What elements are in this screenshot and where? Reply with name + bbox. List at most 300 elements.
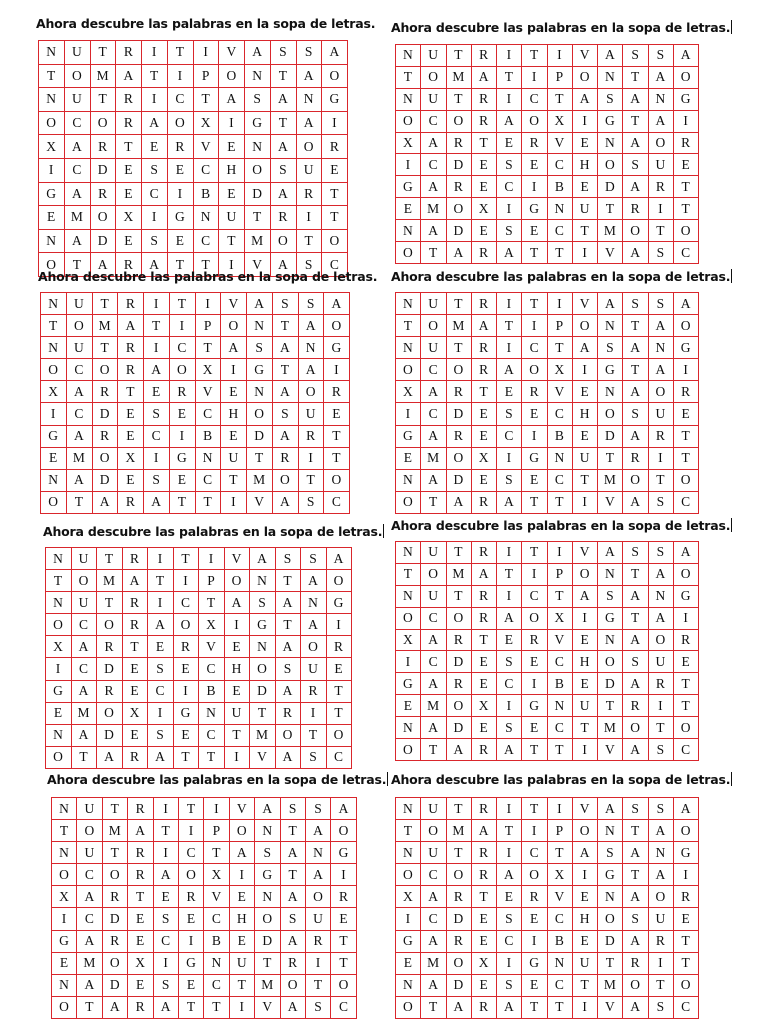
letter-cell: I bbox=[167, 64, 193, 88]
letter-cell: T bbox=[204, 842, 229, 864]
letter-cell: I bbox=[497, 45, 522, 67]
grid-row bbox=[41, 469, 350, 491]
letter-cell: I bbox=[497, 842, 522, 864]
letter-cell: U bbox=[572, 952, 597, 974]
letter-cell: R bbox=[522, 381, 547, 403]
letter-cell: S bbox=[648, 996, 673, 1018]
letter-cell: S bbox=[153, 908, 178, 930]
letter-cell: C bbox=[322, 253, 348, 277]
letter-cell: E bbox=[153, 886, 178, 908]
letter-cell: O bbox=[41, 491, 67, 513]
letter-cell: A bbox=[572, 337, 597, 359]
letter-cell: X bbox=[396, 886, 421, 908]
letter-cell: O bbox=[245, 158, 271, 182]
letter-cell: E bbox=[173, 724, 199, 746]
letter-cell: A bbox=[322, 41, 348, 65]
letter-cell: T bbox=[471, 132, 496, 154]
letter-cell: E bbox=[471, 220, 496, 242]
letter-cell: O bbox=[229, 820, 254, 842]
letter-cell: U bbox=[219, 206, 245, 230]
grid-row bbox=[396, 864, 699, 886]
letter-cell: C bbox=[64, 111, 90, 135]
letter-cell: T bbox=[547, 337, 572, 359]
letter-cell: O bbox=[326, 724, 352, 746]
letter-cell: E bbox=[229, 886, 254, 908]
letter-cell: T bbox=[673, 695, 698, 717]
letter-cell: R bbox=[90, 182, 116, 206]
letter-cell: B bbox=[547, 930, 572, 952]
letter-cell: T bbox=[497, 315, 522, 337]
letter-cell: T bbox=[572, 717, 597, 739]
letter-cell: I bbox=[142, 88, 168, 112]
grid-row bbox=[396, 315, 699, 337]
letter-cell: E bbox=[224, 636, 250, 658]
letter-cell: R bbox=[446, 381, 471, 403]
letter-cell: N bbox=[199, 702, 225, 724]
letter-cell: U bbox=[77, 798, 102, 820]
letter-cell: R bbox=[179, 886, 204, 908]
letter-cell: E bbox=[118, 469, 144, 491]
letter-cell: T bbox=[673, 930, 698, 952]
letter-cell: A bbox=[280, 930, 305, 952]
letter-cell: R bbox=[471, 293, 496, 315]
grid-row bbox=[52, 886, 357, 908]
letter-cell: O bbox=[623, 717, 648, 739]
letter-cell: I bbox=[144, 447, 170, 469]
letter-cell: S bbox=[296, 41, 322, 65]
letter-cell: I bbox=[229, 996, 254, 1018]
letter-cell: E bbox=[52, 952, 77, 974]
letter-cell: A bbox=[623, 930, 648, 952]
letter-cell: N bbox=[255, 820, 280, 842]
letter-cell: E bbox=[128, 930, 153, 952]
letter-cell: A bbox=[623, 425, 648, 447]
letter-cell: R bbox=[673, 381, 698, 403]
letter-cell: A bbox=[270, 253, 296, 277]
letter-cell: O bbox=[396, 607, 421, 629]
letter-cell: R bbox=[446, 930, 471, 952]
letter-cell: A bbox=[421, 381, 446, 403]
letter-cell: I bbox=[296, 206, 322, 230]
letter-cell: T bbox=[275, 570, 301, 592]
letter-cell: T bbox=[195, 337, 221, 359]
letter-cell: M bbox=[598, 974, 623, 996]
letter-cell: I bbox=[648, 447, 673, 469]
letter-cell: D bbox=[446, 974, 471, 996]
letter-cell: V bbox=[219, 41, 245, 65]
letter-cell: T bbox=[421, 739, 446, 761]
letter-cell: A bbox=[77, 930, 102, 952]
letter-cell: T bbox=[623, 820, 648, 842]
letter-cell: I bbox=[144, 337, 170, 359]
letter-cell: G bbox=[396, 673, 421, 695]
letter-cell: C bbox=[66, 403, 92, 425]
letter-cell: T bbox=[522, 293, 547, 315]
letter-cell: N bbox=[648, 585, 673, 607]
letter-cell: N bbox=[46, 592, 72, 614]
letter-cell: U bbox=[301, 658, 327, 680]
letter-cell: O bbox=[648, 886, 673, 908]
grid-row bbox=[396, 952, 699, 974]
letter-cell: U bbox=[64, 41, 90, 65]
grid-row bbox=[41, 337, 350, 359]
letter-cell: A bbox=[66, 469, 92, 491]
letter-cell: A bbox=[623, 491, 648, 513]
letter-cell: N bbox=[41, 469, 67, 491]
letter-cell: A bbox=[224, 592, 250, 614]
letter-cell: D bbox=[446, 403, 471, 425]
letter-cell: C bbox=[547, 717, 572, 739]
letter-cell: D bbox=[250, 680, 276, 702]
letter-cell: T bbox=[97, 548, 123, 570]
letter-cell: M bbox=[247, 469, 273, 491]
letter-cell: I bbox=[39, 158, 65, 182]
letter-cell: X bbox=[41, 381, 67, 403]
letter-cell: I bbox=[522, 673, 547, 695]
letter-cell: C bbox=[64, 158, 90, 182]
letter-cell: U bbox=[572, 695, 597, 717]
letter-cell: T bbox=[270, 64, 296, 88]
letter-cell: D bbox=[446, 154, 471, 176]
letter-cell: A bbox=[116, 64, 142, 88]
letter-cell: T bbox=[221, 469, 247, 491]
letter-cell: C bbox=[547, 220, 572, 242]
letter-cell: A bbox=[144, 359, 170, 381]
letter-cell: T bbox=[396, 563, 421, 585]
grid-row bbox=[396, 176, 699, 198]
grid-row bbox=[396, 88, 699, 110]
letter-cell: E bbox=[118, 425, 144, 447]
letter-cell: O bbox=[66, 315, 92, 337]
letter-cell: O bbox=[52, 864, 77, 886]
letter-cell: A bbox=[497, 242, 522, 264]
letter-cell: E bbox=[39, 206, 65, 230]
grid-row bbox=[39, 229, 348, 253]
letter-cell: O bbox=[224, 570, 250, 592]
letter-cell: I bbox=[331, 864, 357, 886]
letter-cell: G bbox=[52, 930, 77, 952]
letter-cell: T bbox=[673, 425, 698, 447]
letter-cell: I bbox=[572, 491, 597, 513]
letter-cell: C bbox=[522, 842, 547, 864]
letter-cell: N bbox=[396, 293, 421, 315]
letter-cell: T bbox=[204, 996, 229, 1018]
letter-cell: B bbox=[193, 182, 219, 206]
letter-cell: R bbox=[471, 996, 496, 1018]
letter-cell: T bbox=[547, 996, 572, 1018]
letter-cell: V bbox=[221, 293, 247, 315]
letter-cell: I bbox=[153, 842, 178, 864]
letter-cell: I bbox=[572, 242, 597, 264]
letter-cell: N bbox=[547, 198, 572, 220]
letter-cell: C bbox=[497, 425, 522, 447]
letter-cell: P bbox=[204, 820, 229, 842]
letter-cell: T bbox=[522, 542, 547, 564]
instruction-title bbox=[47, 772, 388, 787]
letter-cell: V bbox=[572, 542, 597, 564]
letter-cell: A bbox=[421, 425, 446, 447]
letter-cell: T bbox=[193, 253, 219, 277]
letter-cell: T bbox=[421, 491, 446, 513]
letter-cell: R bbox=[623, 952, 648, 974]
letter-cell: T bbox=[324, 447, 350, 469]
letter-cell: N bbox=[250, 570, 276, 592]
letter-cell: R bbox=[122, 592, 148, 614]
letter-cell: E bbox=[572, 629, 597, 651]
grid-row bbox=[46, 746, 352, 768]
letter-cell: E bbox=[148, 636, 174, 658]
letter-cell: T bbox=[572, 469, 597, 491]
letter-cell: T bbox=[102, 798, 127, 820]
letter-cell: E bbox=[122, 680, 148, 702]
letter-cell: T bbox=[255, 952, 280, 974]
letter-cell: D bbox=[245, 182, 271, 206]
letter-cell: A bbox=[144, 491, 170, 513]
letter-cell: T bbox=[522, 798, 547, 820]
letter-cell: N bbox=[396, 842, 421, 864]
letter-cell: S bbox=[623, 293, 648, 315]
letter-cell: R bbox=[471, 798, 496, 820]
grid-row bbox=[396, 930, 699, 952]
letter-cell: I bbox=[396, 651, 421, 673]
letter-cell: T bbox=[547, 491, 572, 513]
letter-cell: E bbox=[229, 930, 254, 952]
letter-cell: U bbox=[71, 548, 97, 570]
letter-cell: O bbox=[446, 447, 471, 469]
grid-row bbox=[41, 293, 350, 315]
letter-cell: U bbox=[421, 842, 446, 864]
letter-cell: A bbox=[421, 886, 446, 908]
letter-cell: T bbox=[331, 952, 357, 974]
grid-row bbox=[41, 425, 350, 447]
letter-cell: I bbox=[179, 930, 204, 952]
letter-cell: O bbox=[52, 996, 77, 1018]
letter-cell: T bbox=[547, 585, 572, 607]
grid-row bbox=[396, 651, 699, 673]
letter-cell: G bbox=[179, 952, 204, 974]
letter-cell: R bbox=[116, 41, 142, 65]
letter-cell: A bbox=[148, 746, 174, 768]
letter-cell: I bbox=[142, 206, 168, 230]
letter-cell: C bbox=[421, 154, 446, 176]
letter-cell: R bbox=[648, 176, 673, 198]
letter-cell: A bbox=[623, 337, 648, 359]
letter-cell: H bbox=[229, 908, 254, 930]
letter-cell: E bbox=[471, 403, 496, 425]
letter-cell: N bbox=[598, 381, 623, 403]
letter-cell: D bbox=[102, 974, 127, 996]
letter-cell: A bbox=[306, 820, 331, 842]
letter-cell: T bbox=[446, 842, 471, 864]
letter-cell: T bbox=[446, 585, 471, 607]
letter-cell: T bbox=[179, 798, 204, 820]
letter-cell: M bbox=[92, 315, 118, 337]
letter-cell: R bbox=[471, 842, 496, 864]
grid-row bbox=[396, 154, 699, 176]
letter-cell: E bbox=[41, 447, 67, 469]
letter-cell: A bbox=[298, 315, 324, 337]
letter-cell: T bbox=[326, 680, 352, 702]
letter-cell: D bbox=[446, 469, 471, 491]
grid-row bbox=[396, 242, 699, 264]
letter-cell: N bbox=[195, 447, 221, 469]
letter-cell: A bbox=[497, 864, 522, 886]
letter-cell: R bbox=[446, 629, 471, 651]
letter-cell: X bbox=[547, 607, 572, 629]
letter-cell: D bbox=[102, 908, 127, 930]
letter-cell: S bbox=[623, 542, 648, 564]
letter-cell: A bbox=[153, 864, 178, 886]
letter-cell: M bbox=[598, 717, 623, 739]
letter-cell: T bbox=[90, 88, 116, 112]
letter-cell: T bbox=[272, 315, 298, 337]
grid-row bbox=[396, 132, 699, 154]
letter-cell: P bbox=[547, 820, 572, 842]
letter-cell: S bbox=[598, 88, 623, 110]
letter-grid bbox=[38, 40, 348, 277]
letter-cell: R bbox=[471, 337, 496, 359]
letter-cell: R bbox=[116, 88, 142, 112]
letter-cell: D bbox=[97, 724, 123, 746]
letter-cell: T bbox=[179, 996, 204, 1018]
letter-cell: T bbox=[224, 724, 250, 746]
letter-cell: C bbox=[148, 680, 174, 702]
letter-cell: G bbox=[169, 447, 195, 469]
letter-cell: C bbox=[547, 974, 572, 996]
letter-cell: I bbox=[169, 315, 195, 337]
letter-cell: T bbox=[41, 315, 67, 337]
grid-row bbox=[39, 158, 348, 182]
letter-cell: I bbox=[497, 952, 522, 974]
letter-cell: V bbox=[572, 798, 597, 820]
letter-cell: O bbox=[92, 359, 118, 381]
letter-cell: A bbox=[90, 253, 116, 277]
letter-cell: E bbox=[219, 182, 245, 206]
letter-cell: I bbox=[572, 607, 597, 629]
letter-cell: E bbox=[471, 425, 496, 447]
letter-cell: C bbox=[173, 592, 199, 614]
letter-cell: N bbox=[598, 820, 623, 842]
letter-cell: N bbox=[41, 337, 67, 359]
letter-cell: D bbox=[598, 425, 623, 447]
letter-cell: D bbox=[446, 717, 471, 739]
letter-cell: A bbox=[598, 798, 623, 820]
letter-cell: I bbox=[167, 182, 193, 206]
letter-cell: E bbox=[522, 403, 547, 425]
letter-cell: S bbox=[255, 842, 280, 864]
grid-row bbox=[39, 88, 348, 112]
letter-cell: S bbox=[497, 717, 522, 739]
letter-cell: C bbox=[673, 996, 698, 1018]
letter-cell: T bbox=[421, 242, 446, 264]
text-cursor bbox=[731, 518, 732, 532]
letter-grid bbox=[395, 44, 699, 264]
letter-cell: R bbox=[169, 381, 195, 403]
letter-cell: I bbox=[522, 563, 547, 585]
letter-cell: O bbox=[598, 908, 623, 930]
letter-cell: T bbox=[199, 592, 225, 614]
letter-cell: S bbox=[272, 403, 298, 425]
letter-cell: D bbox=[90, 229, 116, 253]
grid-row bbox=[396, 45, 699, 67]
letter-cell: U bbox=[421, 585, 446, 607]
letter-cell: G bbox=[396, 930, 421, 952]
letter-cell: A bbox=[497, 739, 522, 761]
letter-cell: R bbox=[306, 930, 331, 952]
grid-row bbox=[396, 607, 699, 629]
letter-cell: X bbox=[471, 447, 496, 469]
grid-row bbox=[52, 908, 357, 930]
letter-cell: I bbox=[547, 542, 572, 564]
letter-cell: E bbox=[396, 198, 421, 220]
letter-cell: U bbox=[221, 447, 247, 469]
letter-cell: T bbox=[169, 293, 195, 315]
letter-cell: V bbox=[247, 491, 273, 513]
letter-grid bbox=[395, 797, 699, 1019]
letter-cell: H bbox=[572, 908, 597, 930]
letter-cell: R bbox=[648, 930, 673, 952]
letter-cell: G bbox=[326, 592, 352, 614]
letter-cell: C bbox=[204, 974, 229, 996]
letter-cell: O bbox=[522, 110, 547, 132]
letter-cell: R bbox=[92, 425, 118, 447]
grid-row bbox=[41, 403, 350, 425]
grid-row bbox=[39, 206, 348, 230]
letter-cell: T bbox=[326, 702, 352, 724]
letter-cell: I bbox=[169, 425, 195, 447]
letter-cell: S bbox=[245, 88, 271, 112]
letter-cell: O bbox=[219, 64, 245, 88]
letter-cell: N bbox=[52, 974, 77, 996]
letter-cell: R bbox=[118, 337, 144, 359]
letter-cell: I bbox=[324, 359, 350, 381]
letter-cell: R bbox=[673, 132, 698, 154]
letter-cell: C bbox=[195, 469, 221, 491]
letter-cell: T bbox=[396, 820, 421, 842]
letter-cell: I bbox=[148, 592, 174, 614]
letter-cell: R bbox=[471, 88, 496, 110]
grid-row bbox=[396, 886, 699, 908]
letter-cell: A bbox=[324, 293, 350, 315]
letter-cell: I bbox=[41, 403, 67, 425]
grid-row bbox=[52, 952, 357, 974]
letter-cell: N bbox=[396, 220, 421, 242]
letter-cell: V bbox=[245, 253, 271, 277]
letter-cell: I bbox=[673, 607, 698, 629]
letter-cell: S bbox=[270, 41, 296, 65]
letter-cell: E bbox=[396, 695, 421, 717]
letter-cell: I bbox=[572, 359, 597, 381]
letter-cell: A bbox=[673, 798, 698, 820]
letter-cell: A bbox=[280, 996, 305, 1018]
letter-cell: T bbox=[102, 842, 127, 864]
letter-cell: G bbox=[250, 614, 276, 636]
letter-cell: S bbox=[247, 337, 273, 359]
letter-cell: I bbox=[547, 45, 572, 67]
letter-cell: R bbox=[275, 702, 301, 724]
letter-cell: I bbox=[179, 820, 204, 842]
letter-cell: N bbox=[648, 88, 673, 110]
grid-row bbox=[396, 359, 699, 381]
letter-cell: O bbox=[322, 64, 348, 88]
letter-cell: M bbox=[97, 570, 123, 592]
grid-row bbox=[41, 359, 350, 381]
letter-cell: G bbox=[41, 425, 67, 447]
letter-cell: O bbox=[64, 64, 90, 88]
letter-cell: E bbox=[522, 717, 547, 739]
grid-row bbox=[39, 135, 348, 159]
letter-cell: C bbox=[547, 469, 572, 491]
